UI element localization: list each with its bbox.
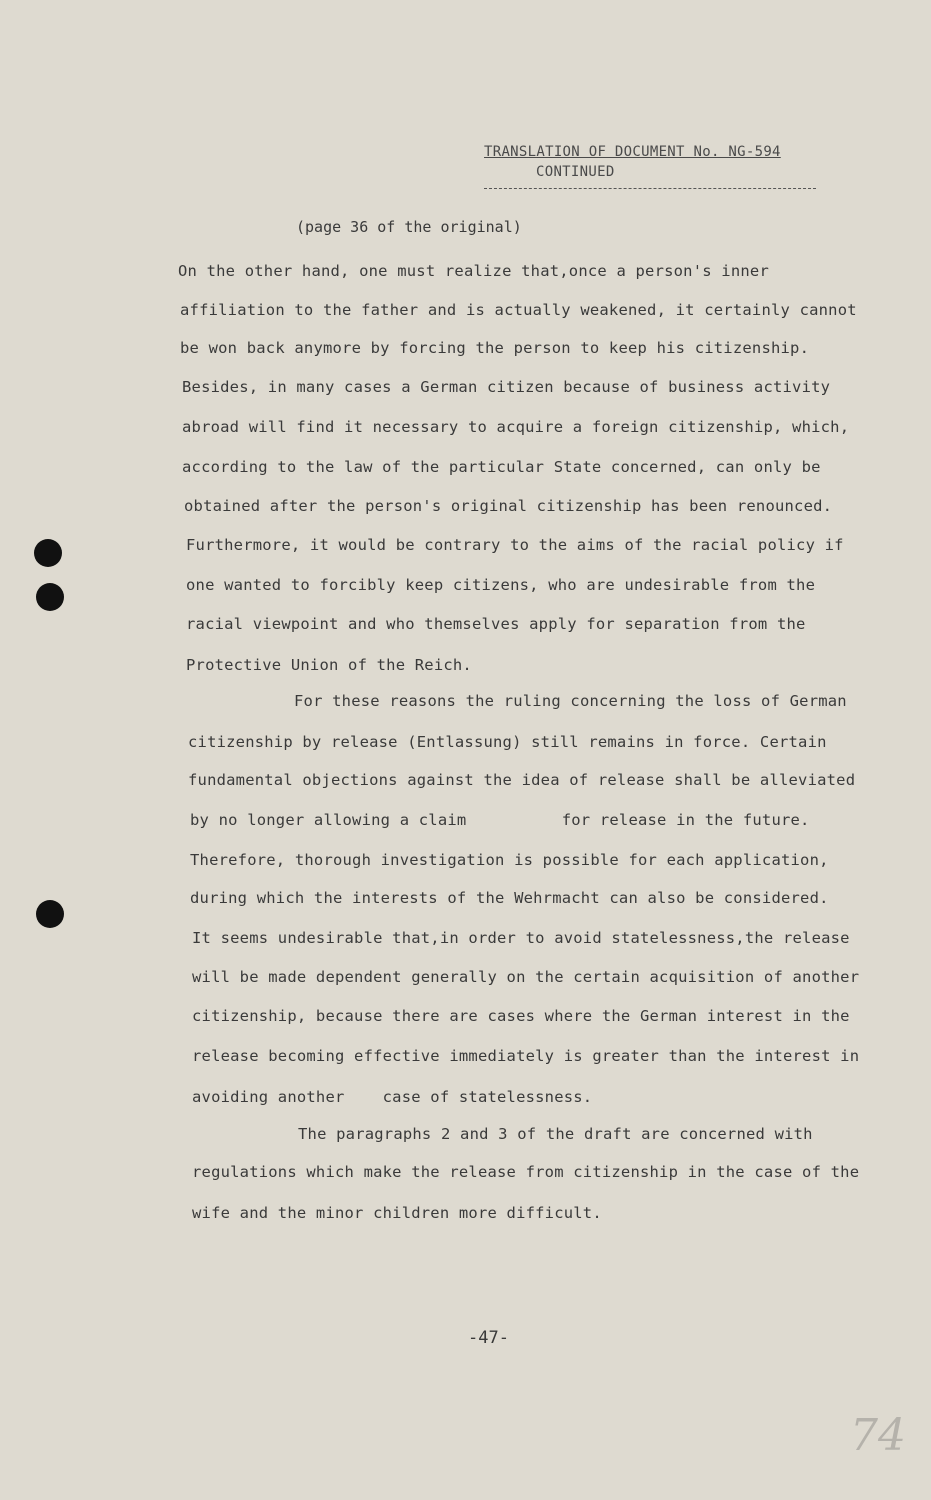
body-line: avoiding another case of statelessness. [192, 1088, 593, 1106]
body-line: be won back anymore by forcing the person to keep his citizenship. [180, 339, 810, 357]
body-line: Furthermore, it would be contrary to the aims of the racial policy if [186, 536, 844, 554]
body-line: wife and the minor children more difficult. [192, 1204, 602, 1222]
body-line: abroad will find it necessary to acquire a foreign citizenship, which, [182, 418, 850, 436]
punch-hole-bottom [36, 900, 64, 928]
header-title: TRANSLATION OF DOCUMENT No. NG-594 [484, 144, 781, 160]
page-number: -47- [468, 1328, 509, 1348]
body-line: during which the interests of the Wehrmacht can also be considered. [190, 889, 829, 907]
body-line: release becoming effective immediately is greater than the interest in [192, 1047, 860, 1065]
body-line: Protective Union of the Reich. [186, 656, 472, 674]
body-line: will be made dependent generally on the certain acquisition of another [192, 968, 860, 986]
body-line: regulations which make the release from citizenship in the case of the [192, 1163, 860, 1181]
body-line: Therefore, thorough investigation is possible for each application, [190, 851, 829, 869]
body-line: according to the law of the particular State concerned, can only be [182, 458, 821, 476]
body-line: obtained after the person's original citizenship has been renounced. [184, 497, 833, 515]
header-rule [484, 188, 816, 189]
punch-hole-top [34, 539, 62, 567]
body-line: citizenship, because there are cases where the German interest in the [192, 1007, 850, 1025]
punch-hole-middle [36, 583, 64, 611]
handwritten-page-annotation: 74 [850, 1410, 906, 1461]
body-line: fundamental objections against the idea of release shall be alleviated [188, 771, 856, 789]
body-line: affiliation to the father and is actually weakened, it certainly cannot [180, 301, 857, 319]
body-line: For these reasons the ruling concerning the loss of German [294, 692, 847, 710]
body-line: racial viewpoint and who themselves apply for separation from the [186, 615, 806, 633]
header-continued: CONTINUED [536, 164, 615, 180]
body-line: Besides, in many cases a German citizen because of business activity [182, 378, 831, 396]
original-page-reference: (page 36 of the original) [296, 218, 522, 236]
document-header [484, 144, 820, 180]
body-line: The paragraphs 2 and 3 of the draft are concerned with [298, 1125, 813, 1143]
body-line: citizenship by release (Entlassung) still remains in force. Certain [188, 733, 827, 751]
body-line: It seems undesirable that,in order to avoid statelessness,the release [192, 929, 850, 947]
body-line: by no longer allowing a claim for release in the future. [190, 811, 810, 829]
body-line: On the other hand, one must realize that,once a person's inner [178, 262, 769, 280]
body-line: one wanted to forcibly keep citizens, who are undesirable from the [186, 576, 816, 594]
